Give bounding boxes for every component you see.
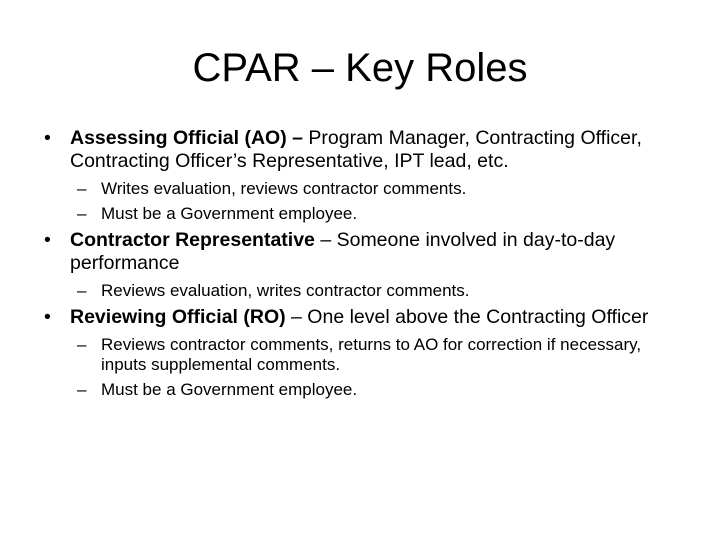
role-description: – One level above the Contracting Officer — [285, 306, 649, 328]
role-description: – Someone involved in day-to-day performance — [70, 229, 616, 274]
bullet-item — [44, 306, 674, 329]
slide-title: CPAR – Key Roles — [192, 46, 528, 90]
bullet-mark: • — [44, 229, 51, 251]
sub-bullet-item — [44, 335, 674, 375]
sub-bullet-mark: – — [77, 281, 87, 300]
bullet-item — [44, 127, 674, 173]
bullet-group-ro — [44, 306, 674, 400]
sub-bullet-item — [44, 179, 674, 199]
role-term: Reviewing Official (RO) — [70, 306, 286, 328]
role-description: Program Manager, Contracting Officer, Contracting Officer’s Representative, IPT lead, etc. — [70, 127, 642, 172]
role-term: Assessing Official (AO) – — [70, 127, 303, 149]
sub-bullet-item — [44, 204, 674, 224]
sub-bullet-mark: – — [77, 179, 87, 198]
sub-bullet-text: Writes evaluation, reviews contractor comments. — [101, 179, 467, 198]
bullet-list — [44, 127, 674, 405]
sub-bullet-item — [44, 380, 674, 400]
sub-bullet-text: Must be a Government employee. — [101, 204, 358, 223]
bullet-mark: • — [44, 306, 51, 328]
sub-bullet-text: Reviews contractor comments, returns to AO for correction if necessary, inputs supplemental comments. — [101, 335, 642, 374]
bullet-group-ao — [44, 127, 674, 224]
bullet-group-contractor — [44, 229, 674, 301]
bullet-mark: • — [44, 127, 51, 149]
bullet-item — [44, 229, 674, 275]
role-term: Contractor Representative — [70, 229, 315, 251]
sub-bullet-mark: – — [77, 380, 87, 399]
sub-bullet-item — [44, 281, 674, 301]
sub-bullet-mark: – — [77, 335, 87, 354]
sub-bullet-text: Reviews evaluation, writes contractor comments. — [101, 281, 470, 300]
sub-bullet-mark: – — [77, 204, 87, 223]
sub-bullet-text: Must be a Government employee. — [101, 380, 358, 399]
